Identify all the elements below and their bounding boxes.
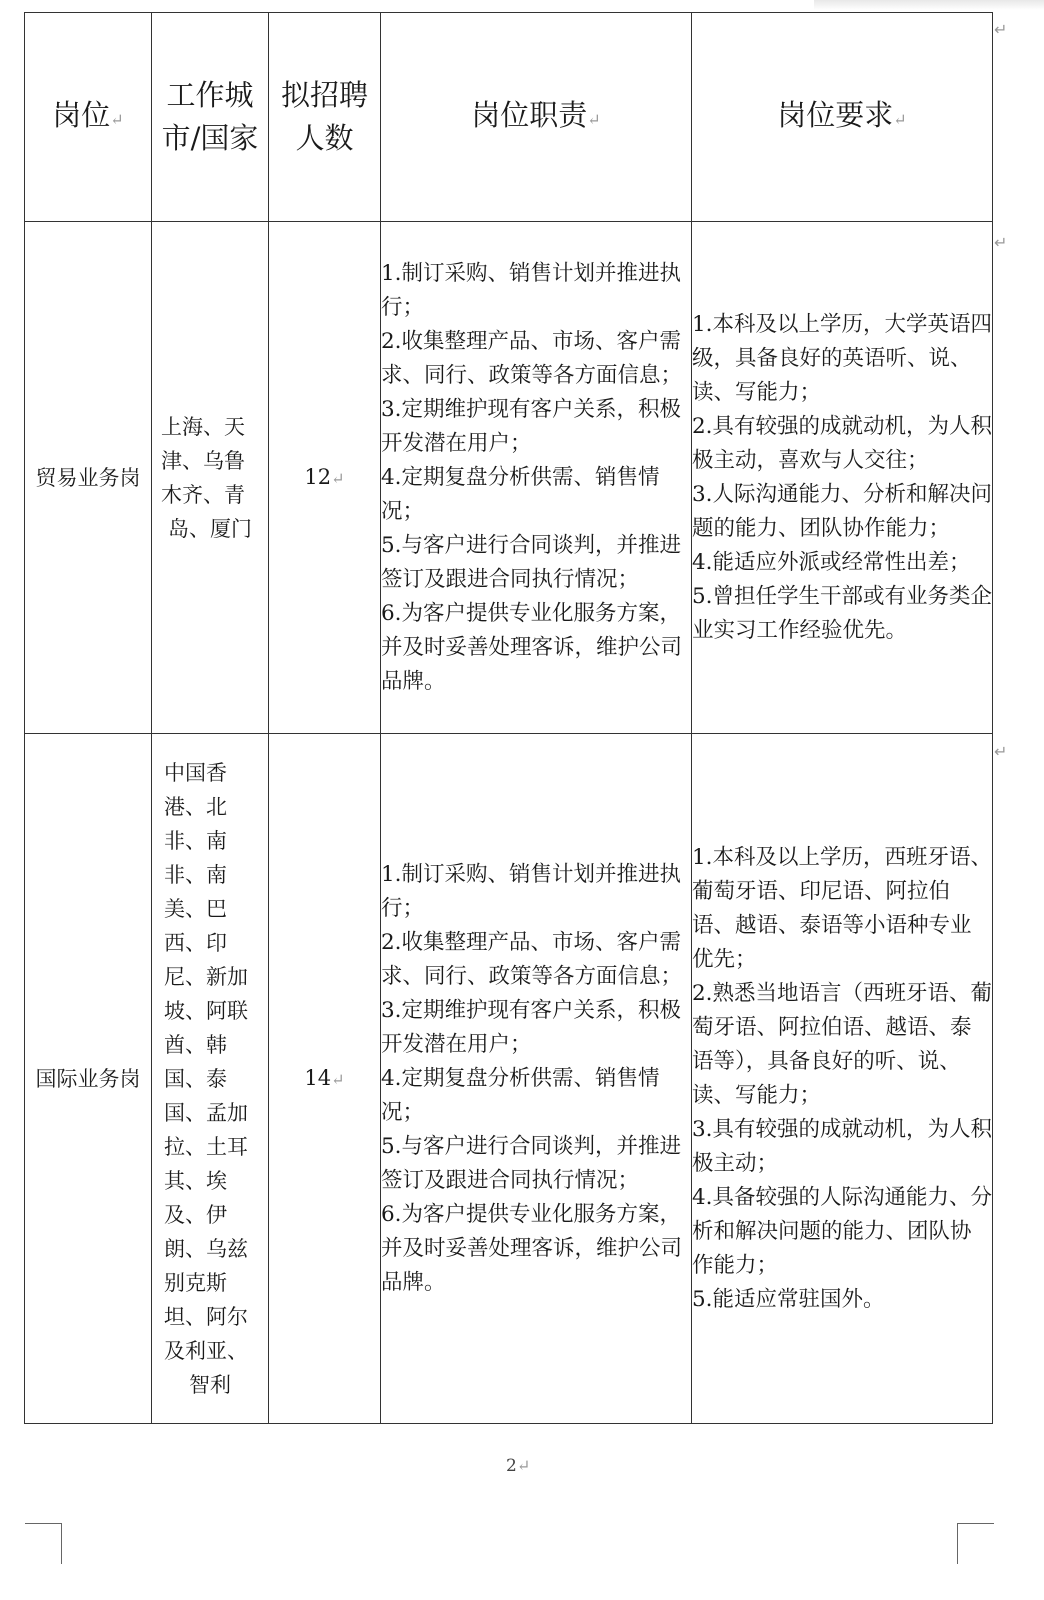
row-end-mark: ↵ xyxy=(994,20,1008,39)
city-cell: 上海、天津、乌鲁木齐、青岛、厦门 xyxy=(152,222,269,734)
duties-cell xyxy=(381,734,692,1424)
crop-mark-left xyxy=(25,1523,62,1564)
city-cell: 中国香港、北非、南非、南美、巴西、印尼、新加坡、阿联酋、韩国、泰国、孟加拉、土耳其、埃及、伊朗、乌兹别克斯坦、阿尔及利亚、智利 xyxy=(152,734,269,1424)
list-item: 6.为客户提供专业化服务方案，并及时妥善处理客诉，维护公司品牌。 xyxy=(381,600,683,694)
list-item: 3.定期维护现有客户关系，积极开发潜在用户； xyxy=(381,997,682,1057)
list-item: 5.与客户进行合同谈判，并推进签订及跟进合同执行情况； xyxy=(381,1133,682,1193)
list-item: 2.熟悉当地语言（西班牙语、葡萄牙语、阿拉伯语、越语、泰语等），具备良好的听、说、读、写能力； xyxy=(692,980,993,1108)
list-item: 5.与客户进行合同谈判，并推进签订及跟进合同执行情况； xyxy=(381,532,682,592)
list-item: 2.收集整理产品、市场、客户需求、同行、政策等各方面信息； xyxy=(381,929,683,989)
top-edge-shadow xyxy=(814,0,1044,10)
header-city-label: 工作城市/国家 xyxy=(161,78,259,155)
list-item: 3.具有较强的成就动机，为人积极主动； xyxy=(692,1116,993,1176)
header-city xyxy=(152,13,269,222)
header-requirements: 岗位要求↵ xyxy=(692,13,993,222)
list-item: 2.收集整理产品、市场、客户需求、同行、政策等各方面信息； xyxy=(381,328,683,388)
table-row xyxy=(25,734,993,1424)
list-item: 1.本科及以上学历，西班牙语、葡萄牙语、印尼语、阿拉伯语、越语、泰语等小语种专业优先； xyxy=(692,844,993,972)
requirements-cell xyxy=(692,734,993,1424)
header-row xyxy=(25,13,993,222)
headcount-cell: 14↵ xyxy=(269,734,381,1424)
header-headcount-label: 拟招聘人数 xyxy=(280,78,368,155)
list-item: 5.能适应常驻国外。 xyxy=(692,1286,885,1312)
headcount-cell: 12↵ xyxy=(269,222,381,734)
list-item: 3.定期维护现有客户关系，积极开发潜在用户； xyxy=(381,396,682,456)
header-duties: 岗位职责↵ xyxy=(381,13,692,222)
position-cell: 国际业务岗 xyxy=(25,734,152,1424)
page-number: 2↵ xyxy=(506,1456,531,1476)
list-item: 4.具备较强的人际沟通能力、分析和解决问题的能力、团队协作能力； xyxy=(692,1184,993,1278)
list-item: 6.为客户提供专业化服务方案，并及时妥善处理客诉，维护公司品牌。 xyxy=(381,1201,683,1295)
list-item: 1.制订采购、销售计划并推进执行； xyxy=(381,260,682,320)
list-item: 1.本科及以上学历，大学英语四级，具备良好的英语听、说、读、写能力； xyxy=(692,311,993,405)
list-item: 5.曾担任学生干部或有业务类企业实习工作经验优先。 xyxy=(692,583,993,643)
row-end-mark: ↵ xyxy=(994,233,1008,252)
table-row xyxy=(25,222,993,734)
duties-cell xyxy=(381,222,692,734)
list-item: 4.定期复盘分析供需、销售情况； xyxy=(381,1065,660,1125)
list-item: 4.定期复盘分析供需、销售情况； xyxy=(381,464,660,524)
requirements-cell xyxy=(692,222,993,734)
list-item: 1.制订采购、销售计划并推进执行； xyxy=(381,861,682,921)
list-item: 3.人际沟通能力、分析和解决问题的能力、团队协作能力； xyxy=(692,481,993,541)
header-position: 岗位↵ xyxy=(25,13,152,222)
position-cell: 贸易业务岗 xyxy=(25,222,152,734)
list-item: 2.具有较强的成就动机，为人积极主动，喜欢与人交往； xyxy=(692,413,993,473)
list-item: 4.能适应外派或经常性出差； xyxy=(692,549,971,575)
recruitment-table xyxy=(24,12,993,1424)
crop-mark-right xyxy=(957,1523,994,1564)
row-end-mark: ↵ xyxy=(994,742,1008,761)
header-headcount xyxy=(269,13,381,222)
